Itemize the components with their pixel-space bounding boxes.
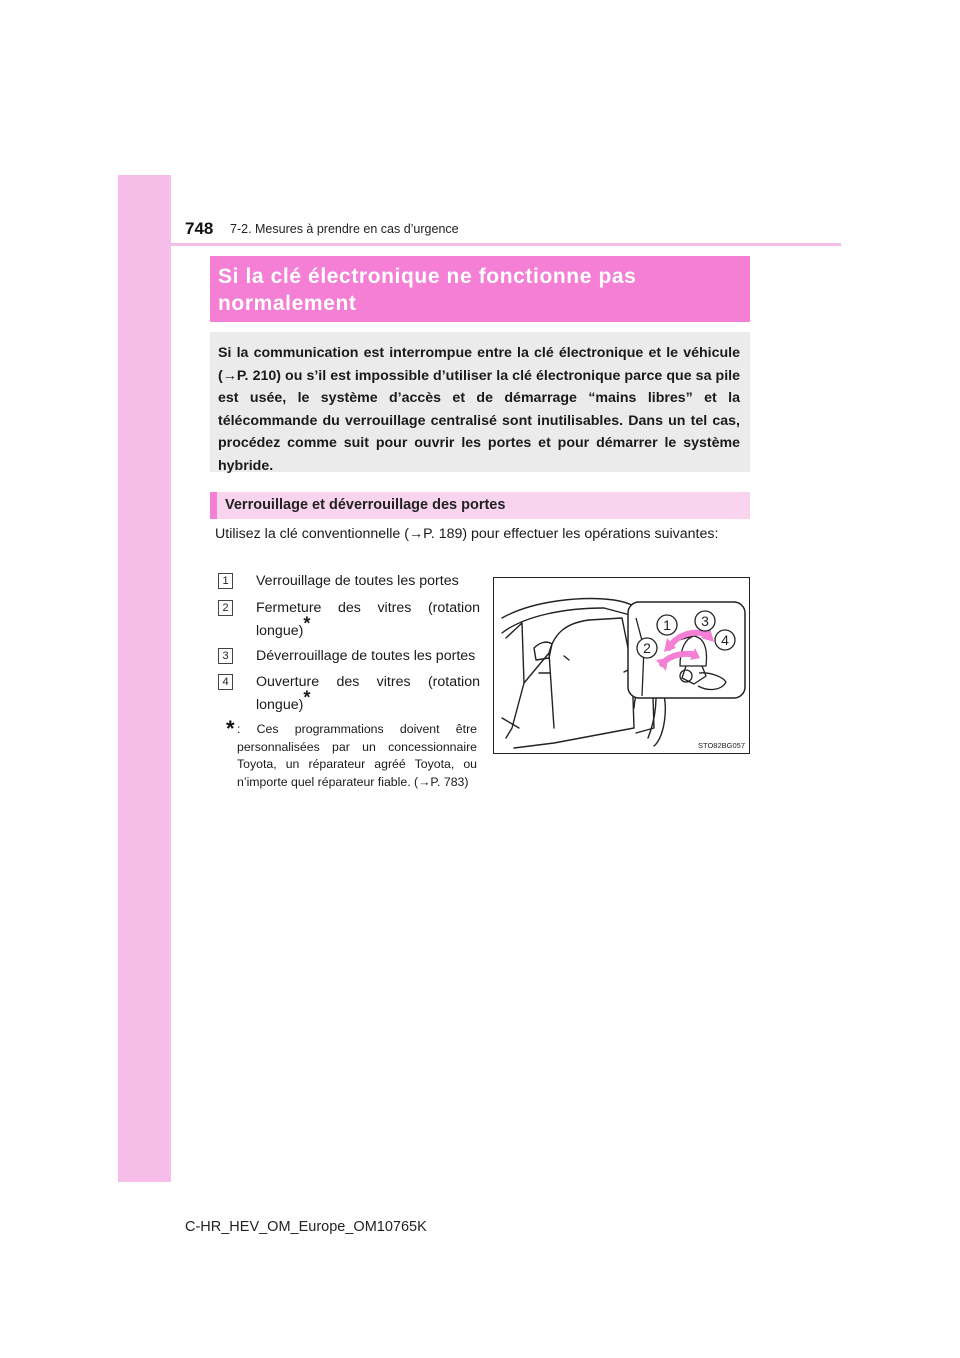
asterisk-marker: * [303, 686, 311, 707]
document-id: C-HR_HEV_OM_Europe_OM10765K [185, 1219, 427, 1235]
step-number-badge: 4 [218, 674, 233, 690]
step-text: Ouverture des vitres (rotation longue)* [256, 674, 480, 713]
step-number-badge: 3 [218, 648, 233, 664]
intro-text: Si la communication est interrompue entre la clé électronique et le véhicule (→P. 210) ou s’il est impossible d’utiliser la clé électronique parce que sa pile est usée, le système d’accès et de démarrage “mains libres” et la télécommande du verrouillage centralisé sont inutilisables. Dans un tel cas, procédez comme suit pour ouvrir les portes et pour démarrer le système hybride. [218, 345, 740, 474]
body-paragraph: Utilisez la clé conventionnelle (→P. 189) pour effectuer les opérations suivantes: [215, 526, 719, 542]
step-2 [218, 597, 480, 642]
subsection-title-text: Verrouillage et déverrouillage des portes [225, 497, 506, 513]
chapter-heading: 7-2. Mesures à prendre en cas d’urgence [230, 222, 459, 236]
step-text: Déverrouillage de toutes les portes [256, 648, 476, 664]
subsection-title [210, 492, 750, 519]
section-title [210, 256, 750, 322]
callout-3: 3 [701, 613, 709, 629]
step-number-badge: 1 [218, 573, 233, 589]
callout-2: 2 [643, 640, 651, 656]
header-rule [171, 243, 841, 246]
step-number-badge: 2 [218, 600, 233, 616]
step-text: Verrouillage de toutes les portes [256, 573, 459, 589]
car-door-key-diagram [494, 578, 749, 753]
step-text: Fermeture des vitres (rotation longue)* [256, 600, 480, 639]
section-title-line2: normalement [218, 292, 357, 315]
footnote-marker: * [226, 716, 235, 741]
intro-box [210, 332, 750, 472]
asterisk-marker: * [303, 612, 311, 633]
callout-4: 4 [721, 632, 729, 648]
step-4 [218, 671, 480, 716]
section-title-line1: Si la clé électronique ne fonctionne pas [218, 265, 637, 288]
key-illustration [493, 577, 750, 754]
figure-code: STO82BG057 [698, 741, 745, 750]
step-1 [218, 570, 480, 593]
pink-sidebar-tab [118, 175, 171, 1182]
callout-1: 1 [663, 617, 671, 633]
page-number: 748 [185, 219, 214, 238]
footnote: : Ces programmations doivent être personnalisées par un concessionnaire Toyota, un réparateur agréé Toyota, ou n’importe quel réparateur fiable. (→P. 783) [237, 722, 477, 789]
step-3 [218, 645, 480, 668]
